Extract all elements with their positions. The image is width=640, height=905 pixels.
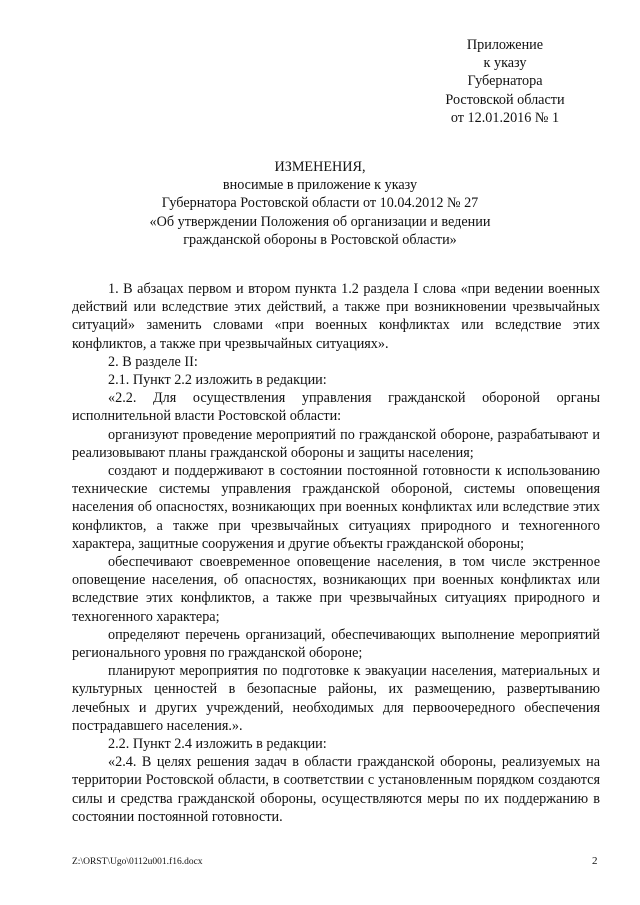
document-body <box>72 280 600 826</box>
paragraph: обеспечивают своевременное оповещение населения, в том числе экстренное оповещение населения, об опасностях, возникающих при военных конфликтах или вследствие этих конфликтов, а также при чрезвычайных ситуациях природного и техногенного характера; <box>72 554 600 625</box>
paragraph: «2.2. Для осуществления управления гражданской обороной органы исполнительной власти Ростовской области: <box>72 390 600 425</box>
paragraph: организуют проведение мероприятий по гражданской обороне, разрабатывают и реализовывают планы гражданской обороны и защиты населения; <box>72 426 600 461</box>
paragraph: 1. В абзацах первом и втором пункта 1.2 раздела I слова «при ведении военных действий или вследствие этих действий, а также при возникновении чрезвычайных ситуаций» заменить словами «при военных конфликтах или вследствие этих конфликтов, а также при чрезвычайных ситуациях». <box>72 281 600 352</box>
paragraph: создают и поддерживают в состоянии постоянной готовности к использованию технические системы управления гражданской обороной, системы оповещения населения об опасностях, возникающих при военных конфликтах или вследствие этих конфликтов, а также при чрезвычайных ситуациях природного и техногенного характера, защитные сооружения и другие объекты гражданской обороны; <box>72 463 600 552</box>
document-title <box>70 158 570 249</box>
approval-line: Ростовской области <box>445 91 565 108</box>
title-heading: ИЗМЕНЕНИЯ, <box>274 159 366 175</box>
approval-line: Губернатора <box>467 73 543 90</box>
paragraph: 2.2. Пункт 2.4 изложить в редакции: <box>108 736 327 753</box>
title-line: Губернатора Ростовской области от 10.04.2012 № 27 <box>161 195 479 212</box>
footer-file-path: Z:\ORST\Ugo\0112u001.f16.docx <box>72 857 203 867</box>
approval-line: к указу <box>483 55 527 72</box>
paragraph: 2. В разделе II: <box>108 353 198 370</box>
paragraph: «2.4. В целях решения задач в области гражданской обороны, реализуемых на территории Ростовской области, в соответствии с установленным порядком создаются силы и средства гражданской обороны, осуществляются меры по их поддержанию в состоянии постоянной готовности. <box>72 754 600 825</box>
approval-block <box>420 36 590 127</box>
approval-line: Приложение <box>466 37 544 53</box>
page-number: 2 <box>592 855 598 867</box>
approval-line: от 12.01.2016 № 1 <box>450 109 560 126</box>
paragraph: 2.1. Пункт 2.2 изложить в редакции: <box>108 372 327 389</box>
title-line: «Об утверждении Положения об организации и ведении <box>149 213 491 230</box>
paragraph: определяют перечень организаций, обеспечивающих выполнение мероприятий регионального уровня по гражданской обороне; <box>72 626 600 662</box>
title-line: вносимые в приложение к указу <box>222 177 418 194</box>
paragraph: планируют мероприятия по подготовке к эвакуации населения, материальных и культурных ценностей в безопасные районы, их размещению, развертыванию лечебных и других учреждений, необходимых для первоочередного обеспечения пострадавшего населения.». <box>72 663 600 734</box>
title-line: гражданской обороны в Ростовской области» <box>183 231 457 248</box>
